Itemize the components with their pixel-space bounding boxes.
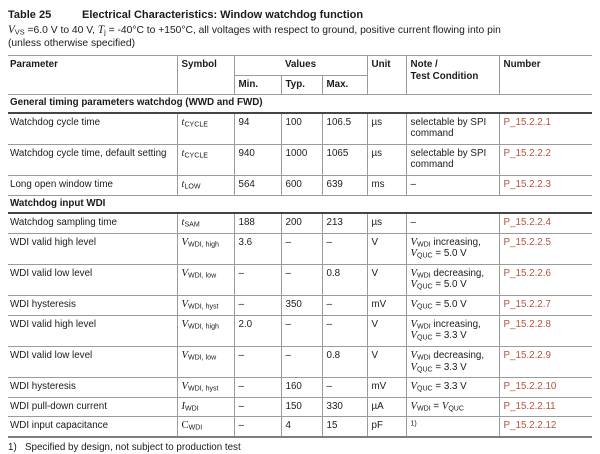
param-cell: Watchdog cycle time xyxy=(8,113,177,145)
unit-cell: pF xyxy=(367,417,406,437)
cross-reference-link[interactable]: P_15.2.2.6 xyxy=(503,267,551,279)
table-section-row xyxy=(8,195,592,213)
min-cell: 94 xyxy=(234,113,281,145)
min-cell: – xyxy=(234,346,281,377)
col-header-number: Number xyxy=(499,56,592,95)
cross-reference-link[interactable]: P_15.2.2.8 xyxy=(503,318,551,330)
max-cell: 330 xyxy=(322,397,367,417)
unit-cell: µA xyxy=(367,397,406,417)
col-header-note: Note / Test Condition xyxy=(406,56,499,95)
unit-cell: µs xyxy=(367,113,406,145)
cross-reference-link[interactable]: P_15.2.2.2 xyxy=(503,147,551,159)
param-cell: WDI valid low level xyxy=(8,264,177,295)
table-section-header: Watchdog input WDI xyxy=(8,195,592,213)
header-row-1 xyxy=(8,56,592,76)
param-cell: WDI valid high level xyxy=(8,233,177,264)
param-cell: WDI input capacitance xyxy=(8,417,177,437)
min-cell: – xyxy=(234,378,281,398)
table-row xyxy=(8,144,592,175)
max-cell: 639 xyxy=(322,175,367,195)
note-cell: – xyxy=(406,175,499,195)
symbol-cell: $V_{WDI, low}$ xyxy=(177,346,234,377)
number-cell xyxy=(499,175,592,195)
number-cell xyxy=(499,213,592,233)
param-cell: Watchdog cycle time, default setting xyxy=(8,144,177,175)
symbol-cell: $V_{WDI, hyst}$ xyxy=(177,378,234,398)
param-cell: WDI hysteresis xyxy=(8,296,177,316)
max-cell: – xyxy=(322,315,367,346)
table-row xyxy=(8,346,592,377)
cross-reference-link[interactable]: P_15.2.2.7 xyxy=(503,299,551,311)
max-cell: – xyxy=(322,378,367,398)
col-header-symbol: Symbol xyxy=(177,56,234,95)
cross-reference-link[interactable]: P_15.2.2.5 xyxy=(503,236,551,248)
symbol-cell: $V_{WDI, low}$ xyxy=(177,264,234,295)
param-cell: WDI hysteresis xyxy=(8,378,177,398)
note-cell: selectable by SPI command xyxy=(406,113,499,145)
max-cell: 15 xyxy=(322,417,367,437)
symbol-cell: $I_{WDI}$ xyxy=(177,397,234,417)
table-row xyxy=(8,113,592,145)
table-title xyxy=(8,5,592,21)
table-title-text: Electrical Characteristics: Window watchdog function xyxy=(82,9,364,21)
note-cell: $V_{QUC} = 3.3$ V xyxy=(406,378,499,398)
param-cell: WDI pull-down current xyxy=(8,397,177,417)
cross-reference-link[interactable]: P_15.2.2.11 xyxy=(503,400,556,412)
min-cell: – xyxy=(234,417,281,437)
min-cell: – xyxy=(234,296,281,316)
footnote-marker: 1) xyxy=(8,441,17,453)
unit-cell: V xyxy=(367,233,406,264)
cross-reference-link[interactable]: P_15.2.2.12 xyxy=(503,420,557,432)
number-cell xyxy=(499,417,592,437)
min-cell: 564 xyxy=(234,175,281,195)
min-cell: 940 xyxy=(234,144,281,175)
min-cell: 2.0 xyxy=(234,315,281,346)
typ-cell: 4 xyxy=(281,417,322,437)
typ-cell: 100 xyxy=(281,113,322,145)
symbol-cell: $V_{WDI, high}$ xyxy=(177,315,234,346)
typ-cell: 160 xyxy=(281,378,322,398)
cross-reference-link[interactable]: P_15.2.2.3 xyxy=(503,178,551,190)
note-cell: – xyxy=(406,213,499,233)
unit-cell: V xyxy=(367,315,406,346)
unit-cell: ms xyxy=(367,175,406,195)
col-header-max: Max. xyxy=(322,75,367,95)
note-cell: $V_{WDI}$ increasing, $V_{QUC} = 3.3$ V xyxy=(406,315,499,346)
unit-cell: mV xyxy=(367,296,406,316)
typ-cell: – xyxy=(281,315,322,346)
unit-cell: V xyxy=(367,264,406,295)
cross-reference-link[interactable]: P_15.2.2.4 xyxy=(503,217,551,229)
note-cell: $V_{WDI}$ decreasing, $V_{QUC} = 5.0$ V xyxy=(406,264,499,295)
table-body xyxy=(8,95,592,437)
table-header xyxy=(8,56,592,95)
max-cell: 1065 xyxy=(322,144,367,175)
typ-cell: – xyxy=(281,346,322,377)
table-row xyxy=(8,233,592,264)
min-cell: – xyxy=(234,264,281,295)
col-header-parameter: Parameter xyxy=(8,56,177,95)
typ-cell: – xyxy=(281,233,322,264)
table-section-row xyxy=(8,95,592,113)
unit-cell: V xyxy=(367,346,406,377)
number-cell xyxy=(499,233,592,264)
max-cell: 213 xyxy=(322,213,367,233)
symbol-cell: $C_{WDI}$ xyxy=(177,417,234,437)
symbol-cell: $V_{WDI, high}$ xyxy=(177,233,234,264)
typ-cell: 150 xyxy=(281,397,322,417)
symbol-cell: $t_{CYCLE}$ xyxy=(177,113,234,145)
table-row xyxy=(8,378,592,398)
table-row xyxy=(8,315,592,346)
min-cell: 188 xyxy=(234,213,281,233)
number-cell xyxy=(499,144,592,175)
max-cell: 0.8 xyxy=(322,264,367,295)
col-header-unit: Unit xyxy=(367,56,406,95)
table-number-label: Table 25 xyxy=(8,9,52,21)
symbol-cell: $t_{LOW}$ xyxy=(177,175,234,195)
max-cell: – xyxy=(322,233,367,264)
param-cell: WDI valid low level xyxy=(8,346,177,377)
note-cell: selectable by SPI command xyxy=(406,144,499,175)
table-row xyxy=(8,175,592,195)
cross-reference-link[interactable]: P_15.2.2.10 xyxy=(503,381,557,393)
param-cell: Long open window time xyxy=(8,175,177,195)
note-cell: $V_{WDI} = V_{QUC}$ xyxy=(406,397,499,417)
param-cell: WDI valid high level xyxy=(8,315,177,346)
number-cell xyxy=(499,397,592,417)
col-header-values: Values xyxy=(234,56,367,76)
number-cell xyxy=(499,378,592,398)
note-cell: $V_{WDI}$ decreasing, $V_{QUC} = 3.3$ V xyxy=(406,346,499,377)
max-cell: 106.5 xyxy=(322,113,367,145)
characteristics-table xyxy=(8,55,592,438)
table-row xyxy=(8,213,592,233)
min-cell: 3.6 xyxy=(234,233,281,264)
min-cell: – xyxy=(234,397,281,417)
typ-cell: 350 xyxy=(281,296,322,316)
unit-cell: µs xyxy=(367,213,406,233)
typ-cell: 600 xyxy=(281,175,322,195)
note-cell: 1) xyxy=(406,417,499,437)
col-header-typ: Typ. xyxy=(281,75,322,95)
cross-reference-link[interactable]: P_15.2.2.9 xyxy=(503,349,551,361)
test-conditions: $V_{VS} =6.0$ V to 40 V, $T_j = -40^\circ C$ to +150°C, all voltages with respect to ground, positive current flowing into pin (unless otherwise specified) xyxy=(8,24,501,50)
unit-cell: mV xyxy=(367,378,406,398)
table-row xyxy=(8,397,592,417)
symbol-cell: $t_{SAM}$ xyxy=(177,213,234,233)
number-cell xyxy=(499,315,592,346)
table-section-header: General timing parameters watchdog (WWD and FWD) xyxy=(8,95,592,113)
table-row xyxy=(8,264,592,295)
table-row xyxy=(8,296,592,316)
unit-cell: µs xyxy=(367,144,406,175)
col-header-min: Min. xyxy=(234,75,281,95)
number-cell xyxy=(499,346,592,377)
param-cell: Watchdog sampling time xyxy=(8,213,177,233)
max-cell: 0.8 xyxy=(322,346,367,377)
max-cell: – xyxy=(322,296,367,316)
footnote xyxy=(8,442,592,454)
typ-cell: 1000 xyxy=(281,144,322,175)
symbol-cell: $V_{WDI, hyst}$ xyxy=(177,296,234,316)
typ-cell: 200 xyxy=(281,213,322,233)
note-cell: $V_{QUC} = 5.0$ V xyxy=(406,296,499,316)
symbol-cell: $t_{CYCLE}$ xyxy=(177,144,234,175)
table-row xyxy=(8,417,592,437)
footnote-text: Specified by design, not subject to production test xyxy=(25,441,241,453)
typ-cell: – xyxy=(281,264,322,295)
cross-reference-link[interactable]: P_15.2.2.1 xyxy=(503,116,551,128)
note-cell: $V_{WDI}$ increasing, $V_{QUC} = 5.0$ V xyxy=(406,233,499,264)
number-cell xyxy=(499,113,592,145)
number-cell xyxy=(499,264,592,295)
number-cell xyxy=(499,296,592,316)
